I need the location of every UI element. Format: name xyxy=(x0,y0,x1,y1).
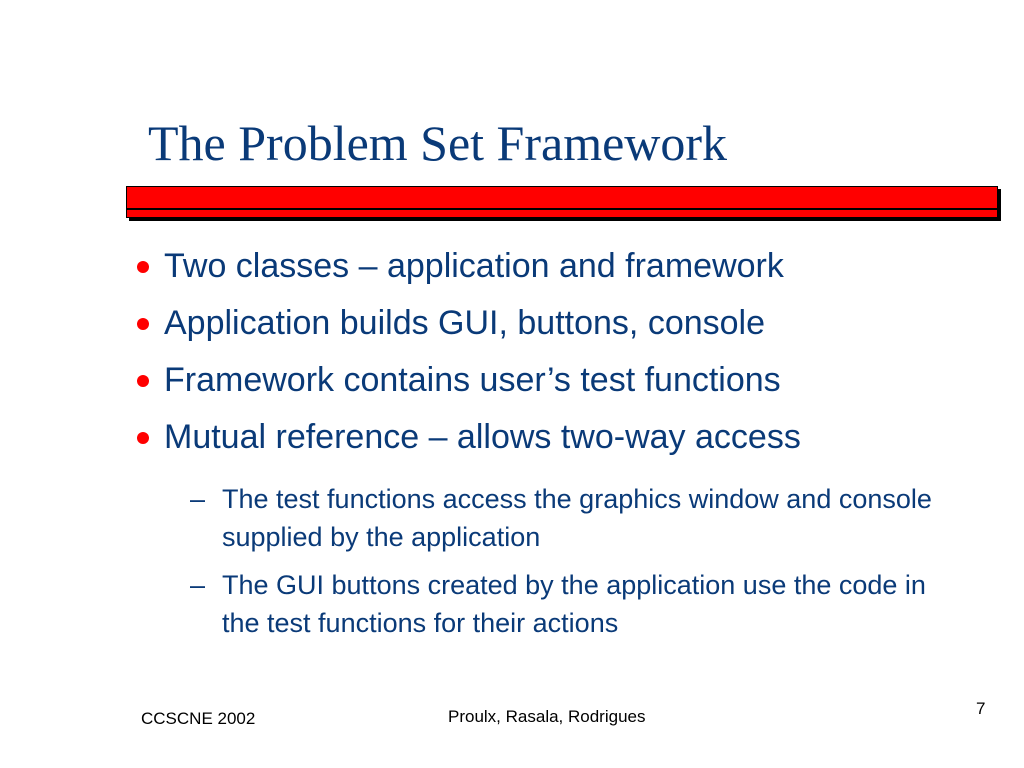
footer-conference: CCSCNE 2002 xyxy=(141,709,256,728)
bullet-text: Mutual reference – allows two-way access xyxy=(164,418,801,456)
bullet-list xyxy=(132,246,992,474)
bullet-text: Application builds GUI, buttons, console xyxy=(164,304,766,342)
bullet-dot-icon xyxy=(137,261,149,273)
sub-bullet-item xyxy=(190,480,962,556)
sub-bullet-text: The GUI buttons created by the application use the code in the test functions for their actions xyxy=(222,570,926,638)
sub-bullet-item xyxy=(190,566,962,642)
bullet-item xyxy=(132,417,992,457)
bullet-item xyxy=(132,360,992,400)
sub-bullet-list xyxy=(190,480,962,652)
bullet-text: Two classes – application and framework xyxy=(164,247,784,285)
footer-authors: Proulx, Rasala, Rodrigues xyxy=(448,707,646,726)
dash-marker: – xyxy=(190,570,206,600)
bullet-dot-icon xyxy=(137,318,149,330)
bullet-item xyxy=(132,303,992,343)
bullet-dot-icon xyxy=(137,432,149,444)
divider-inner-line xyxy=(127,208,997,210)
slide-title: The Problem Set Framework xyxy=(148,115,728,171)
bullet-item xyxy=(132,246,992,286)
bullet-dot-icon xyxy=(137,375,149,387)
bullet-text: Framework contains user’s test functions xyxy=(164,361,781,399)
title-divider-bar xyxy=(126,186,998,218)
dash-marker: – xyxy=(190,484,206,514)
sub-bullet-text: The test functions access the graphics window and console supplied by the application xyxy=(222,484,932,552)
page-number: 7 xyxy=(976,699,986,718)
